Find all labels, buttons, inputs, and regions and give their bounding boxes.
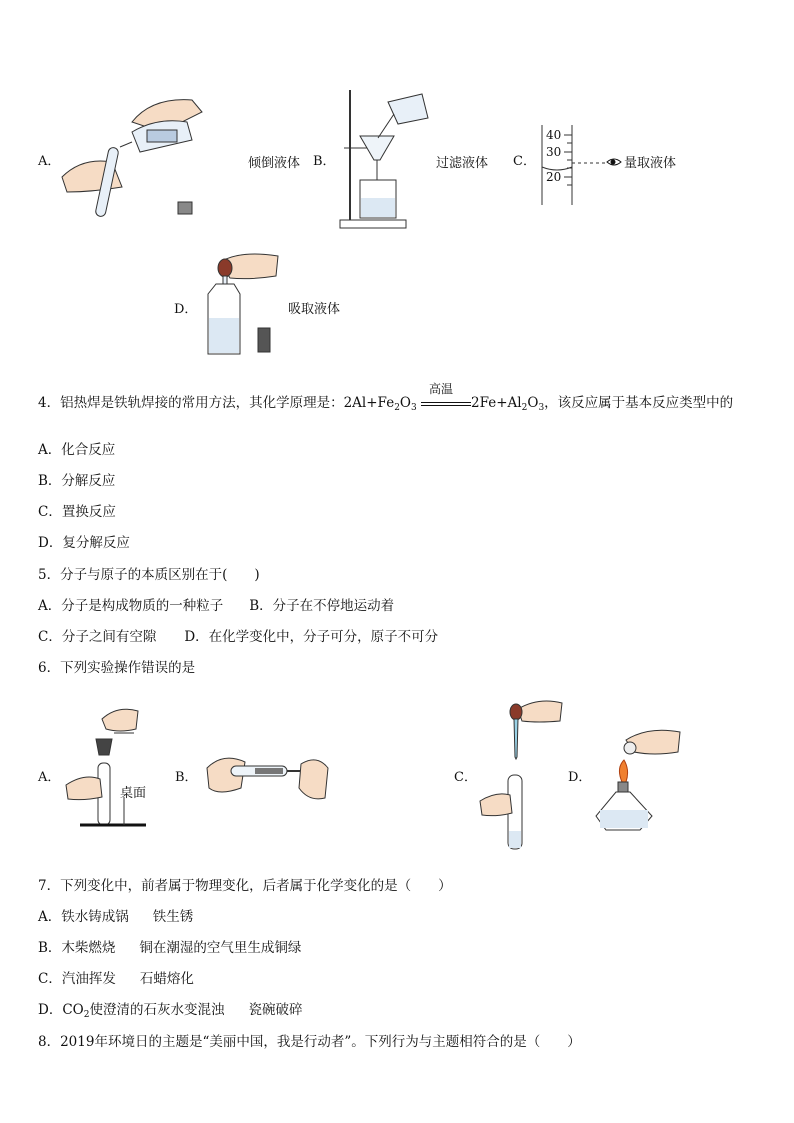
q5-options-row1 [38,594,394,614]
equals-line-top [421,402,471,403]
q4-eq-sub1: 2 [394,403,400,413]
alcohol-lamp-illustration [596,726,682,834]
q6-option-d-label[interactable]: D． [568,770,592,785]
reaction-condition-text: 高温 [429,381,454,396]
q7-stem: 7．下列变化中，前者属于物理变化，后者属于化学变化的是（ ） [38,878,452,894]
q7-option-b-first: B．木柴燃烧 [38,940,116,956]
q3-option-c-label[interactable]: C． [513,154,536,169]
q3-option-b-label[interactable]: B． [313,154,336,169]
q4-option-c[interactable]: C．置换反应 [38,504,116,520]
q7-option-a-first: A．铁水铸成锅 [38,909,129,925]
dropper-test-tube-illustration [478,697,564,855]
q5-options-row2 [38,625,438,645]
q4-eq-o2: O [527,395,539,411]
q7-option-a-second: 铁生锈 [152,909,194,925]
q3-option-d-label[interactable]: D． [174,302,198,317]
q5-option-b[interactable]: B．分子在不停地运动着 [249,598,395,614]
q7-option-d-post: 使澄清的石灰水变混浊 [89,1002,225,1018]
q5-option-c[interactable]: C．分子之间有空隙 [38,629,157,645]
q7-option-c-second: 石蜡熔化 [139,971,194,987]
q5-option-d[interactable]: D．在化学变化中，分子可分，原子不可分 [184,629,439,645]
q6-stem: 6．下列实验操作错误的是 [38,660,196,676]
filtration-illustration [338,88,438,230]
q4-eq-right: 2Fe+Al [471,395,522,411]
q6-option-a-label[interactable]: A． [38,770,61,785]
q3-option-d-caption: 吸取液体 [288,302,341,317]
q7-option-d-sub: 2 [83,1010,90,1020]
q6-option-b-label[interactable]: B． [175,770,198,785]
q6-option-c-label[interactable]: C． [454,770,477,785]
eye-icon [606,156,622,168]
q5-stem: 5．分子与原子的本质区别在于( ) [38,567,260,583]
cylinder-tick-40: 40 [546,128,562,142]
cork-insert-illustration [62,705,148,831]
reaction-condition [421,381,471,411]
q3-option-b-caption: 过滤液体 [436,156,489,171]
q7-option-d-second: 瓷碗破碎 [248,1002,303,1018]
q4-option-d[interactable]: D．复分解反应 [38,535,130,551]
q4-stem [38,381,734,413]
q8-stem: 8．2019年环境日的主题是“美丽中国，我是行动者”。下列行为与主题相符合的是（ ） [38,1034,581,1050]
q7-option-c[interactable] [38,967,194,987]
q3-option-a-caption: 倾倒液体 [248,156,301,171]
q4-eq-sub2: 3 [411,403,417,413]
q4-stem-prefix: 4．铝热焊是铁轨焊接的常用方法，其化学原理是： [38,395,344,411]
q7-option-b-second: 铜在潮湿的空气里生成铜绿 [139,940,302,956]
q7-option-c-first: C．汽油挥发 [38,971,116,987]
q4-option-a[interactable]: A．化合反应 [38,442,116,458]
q7-option-a[interactable] [38,905,193,925]
q4-option-b[interactable]: B．分解反应 [38,473,116,489]
q3-option-a-label[interactable]: A． [38,154,61,169]
q4-eq-sub3: 2 [521,403,528,413]
q3-option-c-caption: 量取液体 [624,156,677,171]
q4-eq-sub4: 3 [538,403,545,413]
dropper-bottle-illustration [200,250,280,358]
q4-stem-suffix: ，该反应属于基本反应类型中的 [544,395,734,411]
pour-liquid-illustration [62,92,222,222]
q6-desk-label: 桌面 [120,786,147,801]
q5-option-a[interactable]: A．分子是构成物质的一种粒子 [38,598,224,614]
q7-option-d[interactable] [38,998,302,1020]
q4-eq-left: 2Al+Fe [343,395,395,411]
cylinder-tick-20: 20 [546,170,562,184]
equals-line-bottom [421,405,471,406]
q7-option-d-pre: D．CO [38,1002,84,1018]
q4-eq-o: O [399,395,411,411]
q7-option-b[interactable] [38,936,301,956]
connect-tube-illustration [205,748,330,810]
cylinder-tick-30: 30 [546,145,562,159]
